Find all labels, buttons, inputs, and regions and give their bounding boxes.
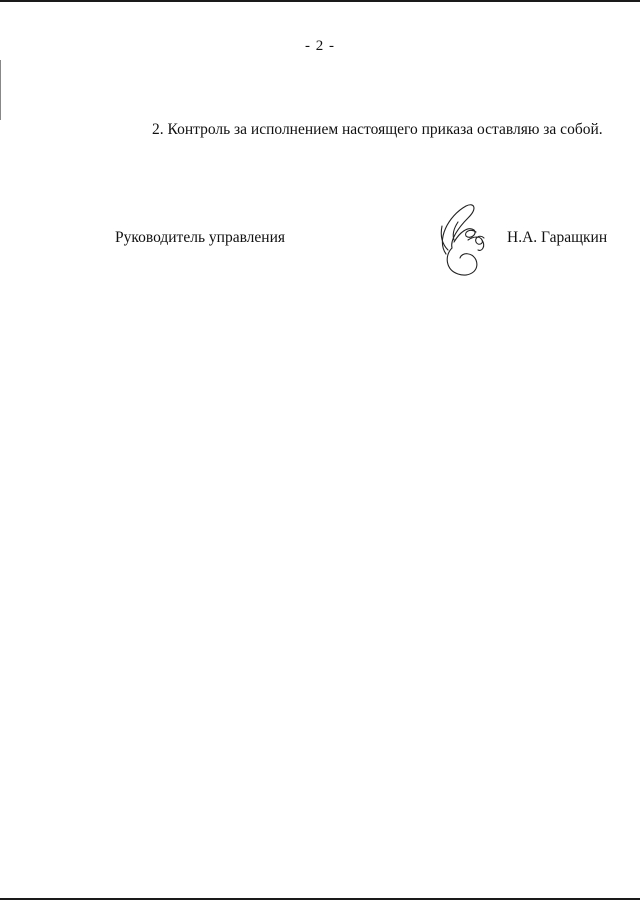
scan-edge-left — [0, 60, 1, 120]
signatory-name: Н.А. Гаращкин — [507, 229, 608, 246]
signatory-title: Руководитель управления — [115, 229, 286, 246]
page-number: - 2 - — [305, 38, 335, 54]
scan-edge-top — [0, 0, 640, 2]
signature-icon — [424, 196, 502, 282]
paragraph-control: 2. Контроль за исполнением настоящего приказа оставляю за собой. — [152, 121, 603, 138]
scan-edge-bottom — [0, 898, 640, 900]
